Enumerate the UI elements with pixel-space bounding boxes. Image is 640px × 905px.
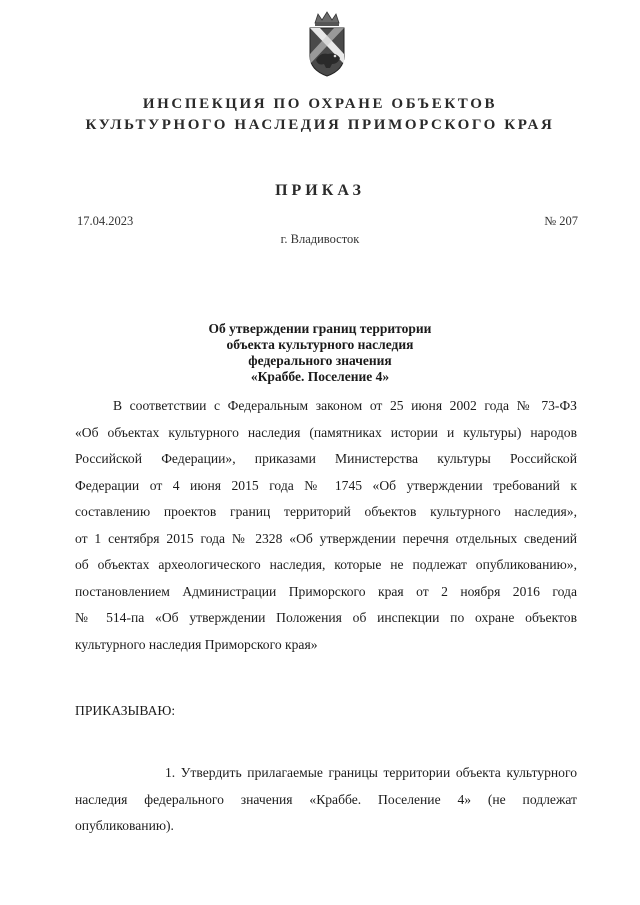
paragraph-line: Федерации от 4 июня 2015 года № 1745 «Об утверждении требований к (75, 477, 577, 493)
subject-line: Об утверждении границ территории (208, 321, 432, 336)
paragraph-line: Российской Федерации», приказами Министерства культуры Российской (75, 451, 577, 466)
paragraph-line: 1. Утвердить прилагаемые границы территории объекта культурного (165, 765, 577, 780)
document-date: 17.04.2023 (77, 214, 134, 228)
subject-line: «Краббе. Поселение 4» (250, 369, 390, 384)
preamble-paragraph (75, 393, 577, 658)
document-subject (0, 321, 640, 385)
paragraph-line: № 514-па «Об утверждении Положения об инспекции по охране объектов (75, 610, 577, 625)
paragraph-line: «Об объектах культурного наследия (памятниках истории и культуры) народов (75, 424, 577, 440)
document-city: г. Владивосток (280, 232, 360, 246)
subject-line: федерального значения (248, 353, 392, 368)
order-word: ПРИКАЗЫВАЮ: (75, 703, 176, 718)
document-type-title: ПРИКАЗ (275, 182, 365, 199)
paragraph-line: культурного наследия Приморского края» (75, 636, 318, 652)
paragraph-line: наследия федерального значения «Краббе. Поселение 4» (не подлежат (75, 791, 577, 807)
paragraph-line: опубликованию). (75, 818, 174, 833)
paragraph-line: от 1 сентября 2015 года № 2328 «Об утверждении перечня отдельных сведений (75, 530, 577, 546)
paragraph-line: составлению проектов границ территорий объектов культурного наследия», (75, 504, 577, 519)
paragraph-line: В соответствии с Федеральным законом от 25 июня 2002 года № 73-ФЗ (113, 398, 577, 413)
document-number: № 207 (544, 214, 578, 228)
item-1-paragraph (75, 760, 577, 840)
coat-of-arms-icon (302, 10, 352, 80)
paragraph-line: постановлением Администрации Приморского края от 2 ноября 2016 года (75, 583, 577, 599)
org-name-line1: ИНСПЕКЦИЯ ПО ОХРАНЕ ОБЪЕКТОВ (142, 96, 498, 112)
org-name-line2: КУЛЬТУРНОГО НАСЛЕДИЯ ПРИМОРСКОГО КРАЯ (85, 117, 555, 133)
subject-line: объекта культурного наследия (226, 337, 414, 352)
paragraph-line: об объектах археологического наследия, которые не подлежат опубликованию», (75, 557, 577, 572)
